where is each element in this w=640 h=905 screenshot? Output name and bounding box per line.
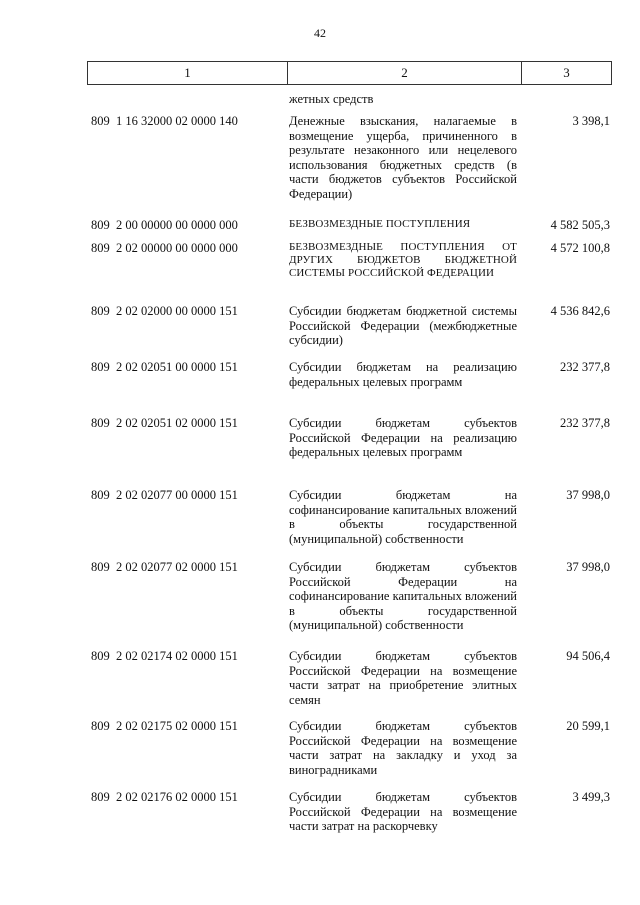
row-description: Субсидии бюджетам на софинансирование капитальных вложений в объекты государственной (муниципальной) собственности <box>289 488 517 546</box>
row-amount: 3 499,3 <box>572 790 610 804</box>
row-description: Субсидии бюджетам субъектов Российской Федерации на возмещение части затрат на приобретение элитных семян <box>289 649 517 707</box>
row-amount: 232 377,8 <box>560 416 610 430</box>
row-code: 809 2 00 00000 00 0000 000 <box>91 218 238 232</box>
continuation-text: жетных средств <box>289 92 374 106</box>
row-amount: 4 536 842,6 <box>550 304 610 318</box>
column-header-2: 2 <box>288 62 522 85</box>
row-code: 809 2 02 02174 02 0000 151 <box>91 649 238 663</box>
row-amount: 20 599,1 <box>566 719 610 733</box>
row-description: БЕЗВОЗМЕЗДНЫЕ ПОСТУПЛЕНИЯ <box>289 218 471 230</box>
column-header-table <box>87 61 612 85</box>
row-amount: 37 998,0 <box>566 560 610 574</box>
row-code: 809 2 02 02175 02 0000 151 <box>91 719 238 733</box>
row-description: Субсидии бюджетам на реализацию федеральных целевых программ <box>289 360 517 389</box>
row-amount: 232 377,8 <box>560 360 610 374</box>
row-amount: 4 582 505,3 <box>550 218 610 232</box>
row-description: Субсидии бюджетам субъектов Российской Федерации на возмещение части затрат на раскорчевку <box>289 790 517 834</box>
row-amount: 4 572 100,8 <box>550 241 610 255</box>
row-amount: 3 398,1 <box>572 114 610 128</box>
row-code: 809 2 02 02077 00 0000 151 <box>91 488 238 502</box>
row-description: БЕЗВОЗМЕЗДНЫЕ ПОСТУПЛЕНИЯ ОТ ДРУГИХ БЮДЖЕТОВ БЮДЖЕТНОЙ СИСТЕМЫ РОССИЙСКОЙ ФЕДЕРАЦИИ <box>289 241 517 279</box>
column-header-3: 3 <box>522 62 612 85</box>
row-amount: 37 998,0 <box>566 488 610 502</box>
row-description: Субсидии бюджетам субъектов Российской Федерации на софинансирование капитальных вложений в объекты государственной (муниципальной) собственности <box>289 560 517 633</box>
row-code: 809 2 02 02176 02 0000 151 <box>91 790 238 804</box>
row-code: 809 2 02 02077 02 0000 151 <box>91 560 238 574</box>
page-number: 42 <box>314 26 326 40</box>
column-header-1: 1 <box>88 62 288 85</box>
row-amount: 94 506,4 <box>566 649 610 663</box>
row-code: 809 2 02 02051 00 0000 151 <box>91 360 238 374</box>
row-code: 809 1 16 32000 02 0000 140 <box>91 114 238 128</box>
row-code: 809 2 02 02051 02 0000 151 <box>91 416 238 430</box>
row-description: Субсидии бюджетам бюджетной системы Российской Федерации (межбюджетные субсидии) <box>289 304 517 348</box>
row-description: Субсидии бюджетам субъектов Российской Федерации на реализацию федеральных целевых программ <box>289 416 517 460</box>
row-description: Субсидии бюджетам субъектов Российской Федерации на возмещение части затрат на закладку и уход за виноградниками <box>289 719 517 777</box>
row-code: 809 2 02 02000 00 0000 151 <box>91 304 238 318</box>
row-description: Денежные взыскания, налагаемые в возмещение ущерба, причиненного в результате незаконного или нецелевого использования бюджетных средств (в части бюджетов субъектов Российской Федерации) <box>289 114 517 201</box>
row-code: 809 2 02 00000 00 0000 000 <box>91 241 238 255</box>
